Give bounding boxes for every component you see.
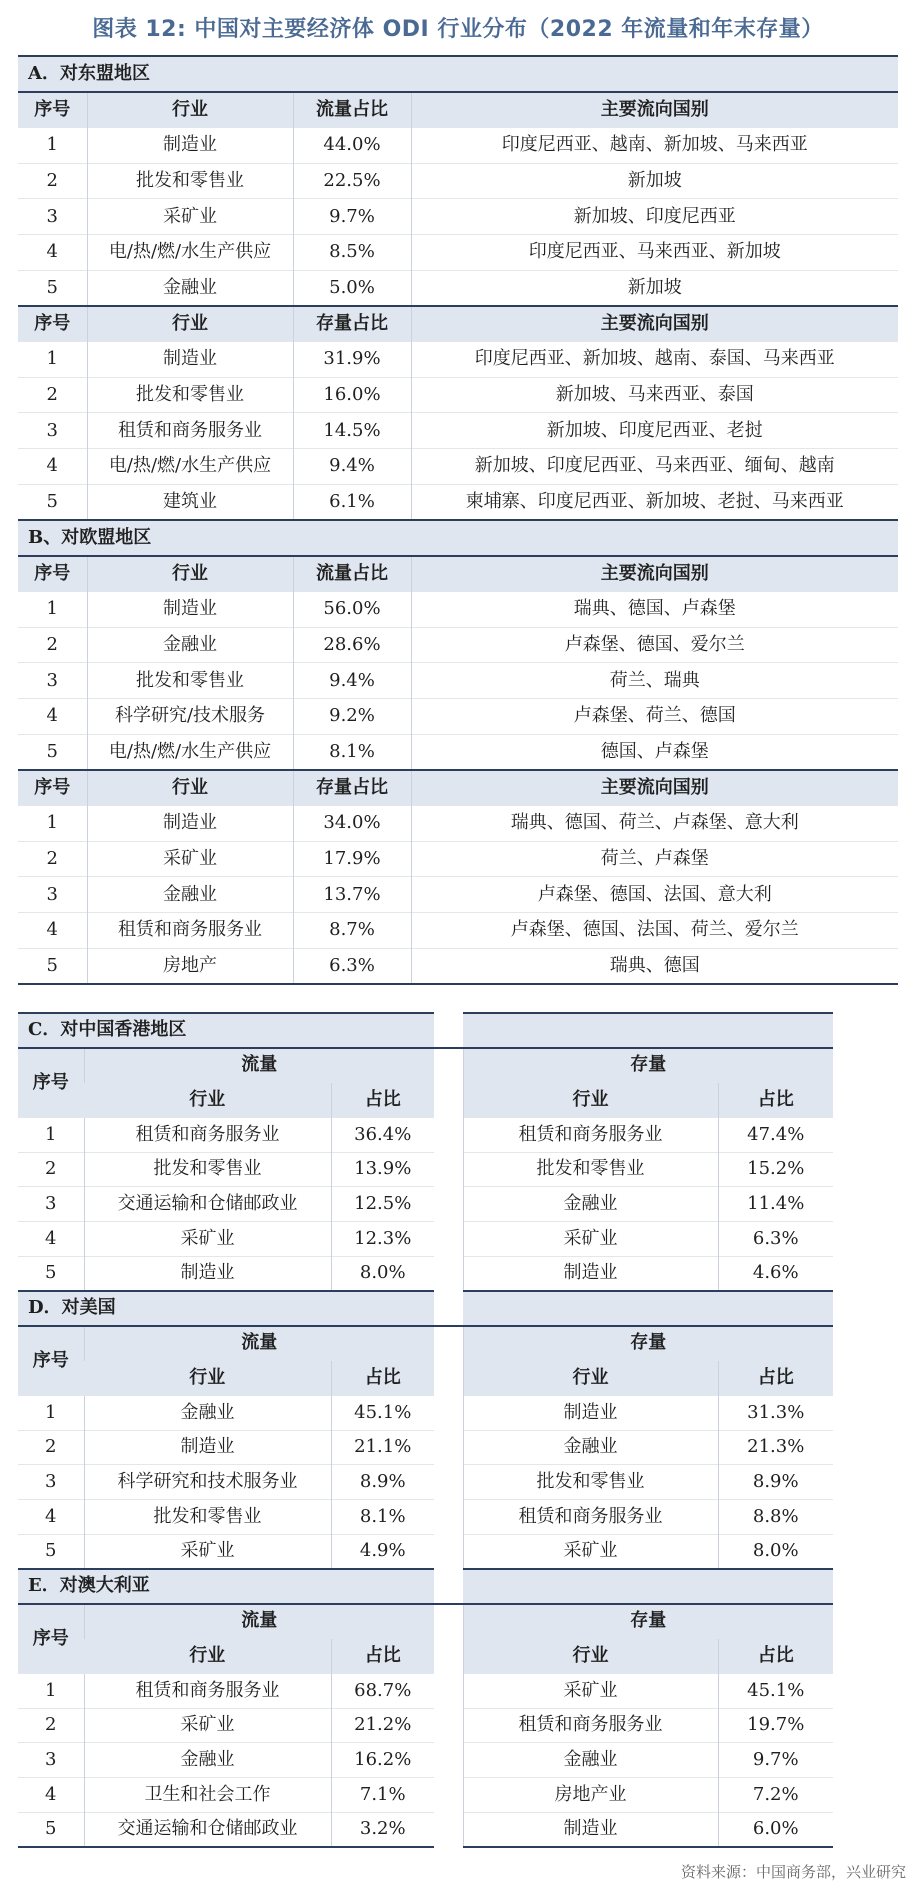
flow-industry-cell: 制造业	[84, 1430, 331, 1465]
stock-industry-cell: 采矿业	[463, 1673, 718, 1708]
stock-share-cell: 31.3%	[718, 1395, 833, 1430]
share-cell: 16.0%	[293, 377, 411, 413]
dest-cell: 印度尼西亚、马来西亚、新加坡	[411, 234, 898, 270]
stock-share-cell: 21.3%	[718, 1430, 833, 1465]
seq-cell: 5	[18, 270, 87, 306]
seq-cell: 3	[18, 413, 87, 449]
flow-share-cell: 16.2%	[331, 1743, 434, 1778]
stock-share-cell: 8.8%	[718, 1500, 833, 1535]
header-seq: 序号	[18, 556, 87, 592]
section-title: E．对澳大利亚	[18, 1569, 434, 1604]
share-cell: 6.3%	[293, 948, 411, 984]
table-row	[18, 449, 898, 485]
share-cell: 9.2%	[293, 698, 411, 734]
dest-cell: 卢森堡、德国、法国、荷兰、爱尔兰	[411, 913, 898, 949]
header-share: 存量占比	[293, 306, 411, 342]
section-title-row	[18, 1569, 833, 1604]
table-row	[18, 1673, 833, 1708]
table-row	[18, 1743, 833, 1778]
share-cell: 56.0%	[293, 591, 411, 627]
seq-cell: 2	[18, 1430, 84, 1465]
table-row	[18, 1534, 833, 1569]
table-row	[18, 1430, 833, 1465]
industry-cell: 科学研究/技术服务	[87, 698, 293, 734]
dest-cell: 荷兰、卢森堡	[411, 841, 898, 877]
header-stock-share: 占比	[718, 1639, 833, 1674]
header-flow-industry: 行业	[84, 1083, 331, 1118]
table-row	[18, 234, 898, 270]
share-cell: 6.1%	[293, 484, 411, 520]
flow-share-cell: 21.2%	[331, 1708, 434, 1743]
header-stock: 存量	[463, 1048, 833, 1083]
stock-share-cell: 8.9%	[718, 1465, 833, 1500]
industry-cell: 制造业	[87, 127, 293, 163]
header-stock-share: 占比	[718, 1361, 833, 1396]
header-share: 流量占比	[293, 556, 411, 592]
table-row	[18, 1778, 833, 1813]
header-share: 存量占比	[293, 770, 411, 806]
section-title-row	[18, 1013, 833, 1048]
stock-industry-cell: 制造业	[463, 1395, 718, 1430]
seq-cell: 1	[18, 342, 87, 378]
table-row	[18, 1117, 833, 1152]
seq-cell: 1	[18, 1395, 84, 1430]
table-row	[18, 948, 898, 984]
table-row	[18, 805, 898, 841]
header-flow-industry: 行业	[84, 1639, 331, 1674]
dest-cell: 德国、卢森堡	[411, 734, 898, 770]
seq-cell: 2	[18, 627, 87, 663]
industry-cell: 采矿业	[87, 841, 293, 877]
share-cell: 28.6%	[293, 627, 411, 663]
table-row	[18, 1256, 833, 1291]
header-seq: 序号	[18, 770, 87, 806]
seq-cell: 4	[18, 1500, 84, 1535]
dest-cell: 瑞典、德国	[411, 948, 898, 984]
header-flow-share: 占比	[331, 1083, 434, 1118]
seq-cell: 1	[18, 1673, 84, 1708]
industry-cell: 房地产	[87, 948, 293, 984]
industry-cell: 金融业	[87, 627, 293, 663]
dest-cell: 新加坡	[411, 270, 898, 306]
header-stock-share: 占比	[718, 1083, 833, 1118]
flow-industry-cell: 制造业	[84, 1256, 331, 1291]
share-cell: 13.7%	[293, 877, 411, 913]
header-dest: 主要流向国别	[411, 306, 898, 342]
flow-industry-cell: 采矿业	[84, 1222, 331, 1257]
dest-cell: 印度尼西亚、新加坡、越南、泰国、马来西亚	[411, 342, 898, 378]
dest-cell: 瑞典、德国、荷兰、卢森堡、意大利	[411, 805, 898, 841]
header-dest: 主要流向国别	[411, 92, 898, 128]
header-row	[18, 770, 898, 806]
dest-cell: 新加坡、印度尼西亚、马来西亚、缅甸、越南	[411, 449, 898, 485]
seq-cell: 4	[18, 913, 87, 949]
flow-industry-cell: 采矿业	[84, 1708, 331, 1743]
table-row	[18, 484, 898, 520]
flow-industry-cell: 交通运输和仓储邮政业	[84, 1187, 331, 1222]
header-row	[18, 556, 898, 592]
flow-share-cell: 68.7%	[331, 1673, 434, 1708]
header-seq: 序号	[18, 1604, 84, 1674]
header-seq: 序号	[18, 92, 87, 128]
header-row	[18, 1083, 833, 1118]
header-seq: 序号	[18, 306, 87, 342]
share-cell: 22.5%	[293, 163, 411, 199]
stock-share-cell: 15.2%	[718, 1152, 833, 1187]
header-stock-industry: 行业	[463, 1639, 718, 1674]
header-stock-industry: 行业	[463, 1361, 718, 1396]
header-row	[18, 1604, 833, 1639]
header-stock: 存量	[463, 1326, 833, 1361]
seq-cell: 2	[18, 841, 87, 877]
seq-cell: 5	[18, 948, 87, 984]
seq-cell: 4	[18, 1778, 84, 1813]
header-dest: 主要流向国别	[411, 556, 898, 592]
source-note: 资料来源：中国商务部，兴业研究	[680, 1863, 906, 1881]
table-row	[18, 163, 898, 199]
stock-share-cell: 6.3%	[718, 1222, 833, 1257]
table-row	[18, 342, 898, 378]
column-gap	[434, 1013, 463, 1048]
flow-industry-cell: 金融业	[84, 1743, 331, 1778]
seq-cell: 5	[18, 1256, 84, 1291]
table-row	[18, 1465, 833, 1500]
section-title-row	[18, 1291, 833, 1326]
dest-cell: 卢森堡、荷兰、德国	[411, 698, 898, 734]
table-row	[18, 1187, 833, 1222]
table-row	[18, 270, 898, 306]
header-row	[18, 1326, 833, 1361]
seq-cell: 5	[18, 484, 87, 520]
stock-industry-cell: 金融业	[463, 1743, 718, 1778]
flow-industry-cell: 租赁和商务服务业	[84, 1673, 331, 1708]
flow-share-cell: 12.5%	[331, 1187, 434, 1222]
industry-cell: 制造业	[87, 805, 293, 841]
asean-eu-table	[18, 55, 898, 985]
share-cell: 8.7%	[293, 913, 411, 949]
section-title: A．对东盟地区	[18, 56, 898, 92]
flow-share-cell: 36.4%	[331, 1117, 434, 1152]
stock-share-cell: 19.7%	[718, 1708, 833, 1743]
stock-industry-cell: 房地产业	[463, 1778, 718, 1813]
table-row	[18, 1812, 833, 1847]
seq-cell: 4	[18, 698, 87, 734]
table-row	[18, 913, 898, 949]
flow-share-cell: 45.1%	[331, 1395, 434, 1430]
header-industry: 行业	[87, 92, 293, 128]
section-title-fill	[463, 1569, 833, 1604]
industry-cell: 制造业	[87, 591, 293, 627]
share-cell: 34.0%	[293, 805, 411, 841]
header-row	[18, 1361, 833, 1396]
share-cell: 31.9%	[293, 342, 411, 378]
table-row	[18, 1395, 833, 1430]
flow-share-cell: 8.9%	[331, 1465, 434, 1500]
header-stock-industry: 行业	[463, 1083, 718, 1118]
header-flow: 流量	[84, 1326, 434, 1361]
seq-cell: 5	[18, 734, 87, 770]
industry-cell: 制造业	[87, 342, 293, 378]
stock-industry-cell: 采矿业	[463, 1222, 718, 1257]
stock-share-cell: 4.6%	[718, 1256, 833, 1291]
seq-cell: 2	[18, 1152, 84, 1187]
stock-industry-cell: 制造业	[463, 1812, 718, 1847]
share-cell: 5.0%	[293, 270, 411, 306]
stock-industry-cell: 批发和零售业	[463, 1465, 718, 1500]
seq-cell: 3	[18, 1187, 84, 1222]
stock-share-cell: 9.7%	[718, 1743, 833, 1778]
stock-industry-cell: 金融业	[463, 1430, 718, 1465]
section-title: C．对中国香港地区	[18, 1013, 434, 1048]
dest-cell: 新加坡、印度尼西亚	[411, 199, 898, 235]
seq-cell: 3	[18, 877, 87, 913]
flow-share-cell: 7.1%	[331, 1778, 434, 1813]
header-industry: 行业	[87, 306, 293, 342]
table-row	[18, 377, 898, 413]
header-flow: 流量	[84, 1604, 434, 1639]
flow-industry-cell: 租赁和商务服务业	[84, 1117, 331, 1152]
dest-cell: 瑞典、德国、卢森堡	[411, 591, 898, 627]
industry-cell: 批发和零售业	[87, 163, 293, 199]
seq-cell: 4	[18, 234, 87, 270]
flow-share-cell: 12.3%	[331, 1222, 434, 1257]
header-industry: 行业	[87, 556, 293, 592]
stock-share-cell: 11.4%	[718, 1187, 833, 1222]
stock-industry-cell: 制造业	[463, 1256, 718, 1291]
industry-cell: 电/热/燃/水生产供应	[87, 234, 293, 270]
industry-cell: 金融业	[87, 270, 293, 306]
header-flow-industry: 行业	[84, 1361, 331, 1396]
seq-cell: 3	[18, 199, 87, 235]
stock-share-cell: 45.1%	[718, 1673, 833, 1708]
industry-cell: 批发和零售业	[87, 377, 293, 413]
seq-cell: 2	[18, 1708, 84, 1743]
stock-share-cell: 8.0%	[718, 1534, 833, 1569]
flow-share-cell: 13.9%	[331, 1152, 434, 1187]
figure-title: 图表 12: 中国对主要经济体 ODI 行业分布（2022 年流量和年末存量）	[92, 17, 824, 42]
dest-cell: 柬埔寨、印度尼西亚、新加坡、老挝、马来西亚	[411, 484, 898, 520]
dest-cell: 卢森堡、德国、爱尔兰	[411, 627, 898, 663]
table-row	[18, 199, 898, 235]
seq-cell: 1	[18, 127, 87, 163]
seq-cell: 5	[18, 1534, 84, 1569]
column-gap	[434, 1291, 463, 1326]
flow-industry-cell: 卫生和社会工作	[84, 1778, 331, 1813]
flow-industry-cell: 交通运输和仓储邮政业	[84, 1812, 331, 1847]
table-row	[18, 127, 898, 163]
stock-industry-cell: 采矿业	[463, 1534, 718, 1569]
stock-industry-cell: 批发和零售业	[463, 1152, 718, 1187]
header-row	[18, 306, 898, 342]
table-row	[18, 1152, 833, 1187]
header-row	[18, 1639, 833, 1674]
flow-industry-cell: 批发和零售业	[84, 1152, 331, 1187]
seq-cell: 4	[18, 1222, 84, 1257]
table-row	[18, 1500, 833, 1535]
share-cell: 8.1%	[293, 734, 411, 770]
header-industry: 行业	[87, 770, 293, 806]
flow-industry-cell: 科学研究和技术服务业	[84, 1465, 331, 1500]
header-flow-share: 占比	[331, 1639, 434, 1674]
dest-cell: 卢森堡、德国、法国、意大利	[411, 877, 898, 913]
seq-cell: 4	[18, 449, 87, 485]
industry-cell: 批发和零售业	[87, 663, 293, 699]
share-cell: 9.4%	[293, 449, 411, 485]
table-row	[18, 413, 898, 449]
section-title-fill	[463, 1013, 833, 1048]
table-row	[18, 698, 898, 734]
header-row	[18, 92, 898, 128]
table-row	[18, 1708, 833, 1743]
table-row	[18, 627, 898, 663]
section-title-fill	[463, 1291, 833, 1326]
header-stock: 存量	[463, 1604, 833, 1639]
dest-cell: 新加坡	[411, 163, 898, 199]
stock-industry-cell: 租赁和商务服务业	[463, 1117, 718, 1152]
stock-share-cell: 47.4%	[718, 1117, 833, 1152]
flow-share-cell: 4.9%	[331, 1534, 434, 1569]
section-title: D．对美国	[18, 1291, 434, 1326]
flow-industry-cell: 采矿业	[84, 1534, 331, 1569]
header-seq: 序号	[18, 1326, 84, 1396]
share-cell: 44.0%	[293, 127, 411, 163]
share-cell: 17.9%	[293, 841, 411, 877]
flow-share-cell: 3.2%	[331, 1812, 434, 1847]
seq-cell: 1	[18, 1117, 84, 1152]
header-share: 流量占比	[293, 92, 411, 128]
section-title: B、对欧盟地区	[18, 520, 898, 556]
column-gap	[434, 1048, 463, 1291]
stock-share-cell: 6.0%	[718, 1812, 833, 1847]
column-gap	[434, 1604, 463, 1847]
header-flow: 流量	[84, 1048, 434, 1083]
flow-share-cell: 8.0%	[331, 1256, 434, 1291]
seq-cell: 3	[18, 1465, 84, 1500]
stock-share-cell: 7.2%	[718, 1778, 833, 1813]
seq-cell: 2	[18, 163, 87, 199]
dest-cell: 新加坡、印度尼西亚、老挝	[411, 413, 898, 449]
stock-industry-cell: 金融业	[463, 1187, 718, 1222]
seq-cell: 1	[18, 805, 87, 841]
share-cell: 8.5%	[293, 234, 411, 270]
header-dest: 主要流向国别	[411, 770, 898, 806]
seq-cell: 3	[18, 1743, 84, 1778]
header-seq: 序号	[18, 1048, 84, 1118]
industry-cell: 租赁和商务服务业	[87, 913, 293, 949]
column-gap	[434, 1569, 463, 1604]
dest-cell: 新加坡、马来西亚、泰国	[411, 377, 898, 413]
share-cell: 14.5%	[293, 413, 411, 449]
seq-cell: 3	[18, 663, 87, 699]
flow-industry-cell: 批发和零售业	[84, 1500, 331, 1535]
stock-industry-cell: 租赁和商务服务业	[463, 1708, 718, 1743]
industry-cell: 采矿业	[87, 199, 293, 235]
table-row	[18, 734, 898, 770]
industry-cell: 租赁和商务服务业	[87, 413, 293, 449]
column-gap	[434, 1326, 463, 1569]
share-cell: 9.7%	[293, 199, 411, 235]
share-cell: 9.4%	[293, 663, 411, 699]
seq-cell: 1	[18, 591, 87, 627]
industry-cell: 电/热/燃/水生产供应	[87, 734, 293, 770]
industry-cell: 电/热/燃/水生产供应	[87, 449, 293, 485]
table-row	[18, 841, 898, 877]
hk-us-au-table	[18, 1012, 833, 1848]
industry-cell: 建筑业	[87, 484, 293, 520]
table-row	[18, 877, 898, 913]
seq-cell: 2	[18, 377, 87, 413]
table-row	[18, 663, 898, 699]
flow-industry-cell: 金融业	[84, 1395, 331, 1430]
flow-share-cell: 8.1%	[331, 1500, 434, 1535]
section-title-row	[18, 520, 898, 556]
table-row	[18, 1222, 833, 1257]
dest-cell: 荷兰、瑞典	[411, 663, 898, 699]
section-title-row	[18, 56, 898, 92]
header-row	[18, 1048, 833, 1083]
stock-industry-cell: 租赁和商务服务业	[463, 1500, 718, 1535]
industry-cell: 金融业	[87, 877, 293, 913]
flow-share-cell: 21.1%	[331, 1430, 434, 1465]
table-row	[18, 591, 898, 627]
header-flow-share: 占比	[331, 1361, 434, 1396]
seq-cell: 5	[18, 1812, 84, 1847]
dest-cell: 印度尼西亚、越南、新加坡、马来西亚	[411, 127, 898, 163]
